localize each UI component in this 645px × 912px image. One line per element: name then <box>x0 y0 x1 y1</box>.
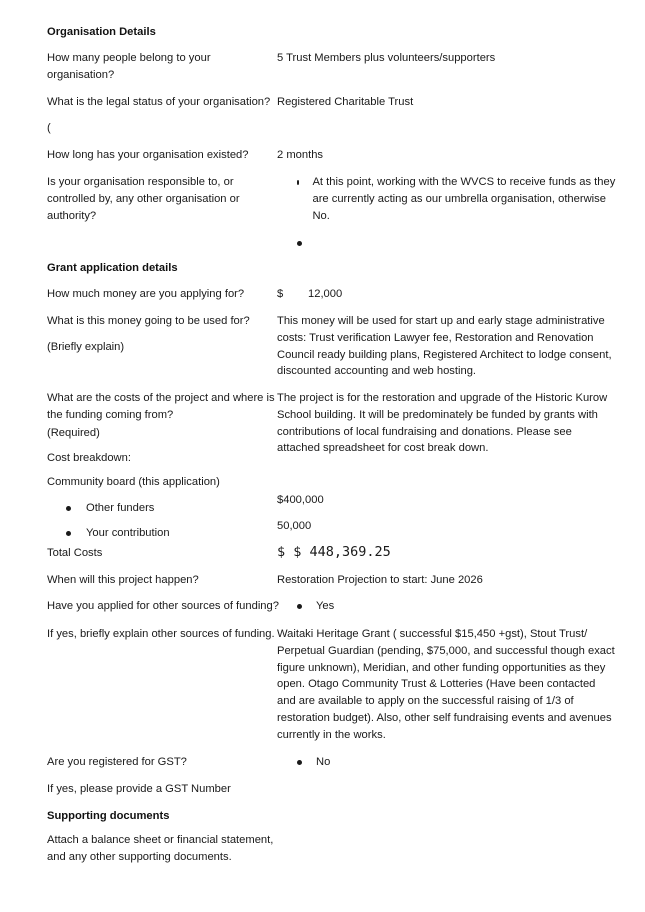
use-hint: (Briefly explain) <box>47 341 125 353</box>
total-costs-value: $ $ 448,369.25 <box>277 544 391 560</box>
responsible-answer: At this point, working with the WVCS to receive funds as they are currently acting as our umbrella organisation, otherwise No. <box>312 176 616 222</box>
applied-question: Have you applied for other sources of funding? <box>47 600 279 612</box>
costs-required-note: (Required) <box>47 427 100 439</box>
cost-breakdown-label: Cost breakdown: <box>47 452 131 464</box>
when-answer: Restoration Projection to start: June 2026 <box>277 574 483 586</box>
members-question: How many people belong to your organisation? <box>47 52 211 81</box>
other-funders-label: Other funders <box>86 502 155 514</box>
gst-answer: No <box>316 756 331 768</box>
legal-status-answer: Registered Charitable Trust <box>277 96 414 108</box>
total-costs-label: Total Costs <box>47 547 103 559</box>
members-answer: 5 Trust Members plus volunteers/supporters <box>277 52 496 64</box>
stray-character: ( <box>47 122 51 134</box>
legal-status-question: What is the legal status of your organisation? <box>47 96 271 108</box>
bullet-icon <box>297 604 302 609</box>
empty-bullet-icon <box>297 241 302 246</box>
use-answer: This money will be used for start up and early stage administrative costs: Trust verification Lawyer fee, Restoration and Renovation Council ready building plans, Registered Architect to lodge consent, discounted accounting and web hosting. <box>277 315 612 378</box>
attach-instructions: Attach a balance sheet or financial statement, and any other supporting documents. <box>47 834 274 863</box>
community-board-label: Community board (this application) <box>47 476 220 488</box>
gst-question: Are you registered for GST? <box>47 756 187 768</box>
gst-number-question: If yes, please provide a GST Number <box>47 783 231 795</box>
amount-value: 12,000 <box>308 288 343 300</box>
applied-answer: Yes <box>316 600 335 612</box>
costs-question: What are the costs of the project and where is the funding coming from? <box>47 392 275 421</box>
other-funders-value: $400,000 <box>277 494 324 506</box>
responsible-answer-item <box>297 174 619 224</box>
responsible-question: Is your organisation responsible to, or controlled by, any other organisation or authority? <box>47 176 240 222</box>
bullet-icon <box>66 531 71 536</box>
when-question: When will this project happen? <box>47 574 199 586</box>
existed-question: How long has your organisation existed? <box>47 149 249 161</box>
amount-currency: $ <box>277 288 284 300</box>
existed-answer: 2 months <box>277 149 324 161</box>
other-sources-question: If yes, briefly explain other sources of funding. <box>47 628 275 640</box>
your-contribution-value: 50,000 <box>277 520 312 532</box>
use-question: What is this money going to be used for? <box>47 315 250 327</box>
bullet-icon <box>297 760 302 765</box>
section-heading-organisation: Organisation Details <box>47 26 156 38</box>
bullet-icon <box>66 506 71 511</box>
amount-question: How much money are you applying for? <box>47 288 245 300</box>
bullet-icon <box>297 180 299 185</box>
other-sources-answer: Waitaki Heritage Grant ( successful $15,450 +gst), Stout Trust/ Perpetual Guardian (pending, $75,000, and successful though exact figure unknown), Meridian, and other funding opportunities as they open. Otago Community Trust & Lotteries (Have been contacted and are available to apply on the successful raising of 1/3 of restoration budget). Also, other self fundraising events and avenues currently in the works. <box>277 628 615 741</box>
your-contribution-label: Your contribution <box>86 527 170 539</box>
section-heading-grant: Grant application details <box>47 262 178 274</box>
costs-answer: The project is for the restoration and upgrade of the Historic Kurow School building. It will be predominately be funded by grants with contributions of local fundraising and donations. Please see attached spreadsheet for cost break down. <box>277 392 608 455</box>
section-heading-supporting: Supporting documents <box>47 810 170 822</box>
